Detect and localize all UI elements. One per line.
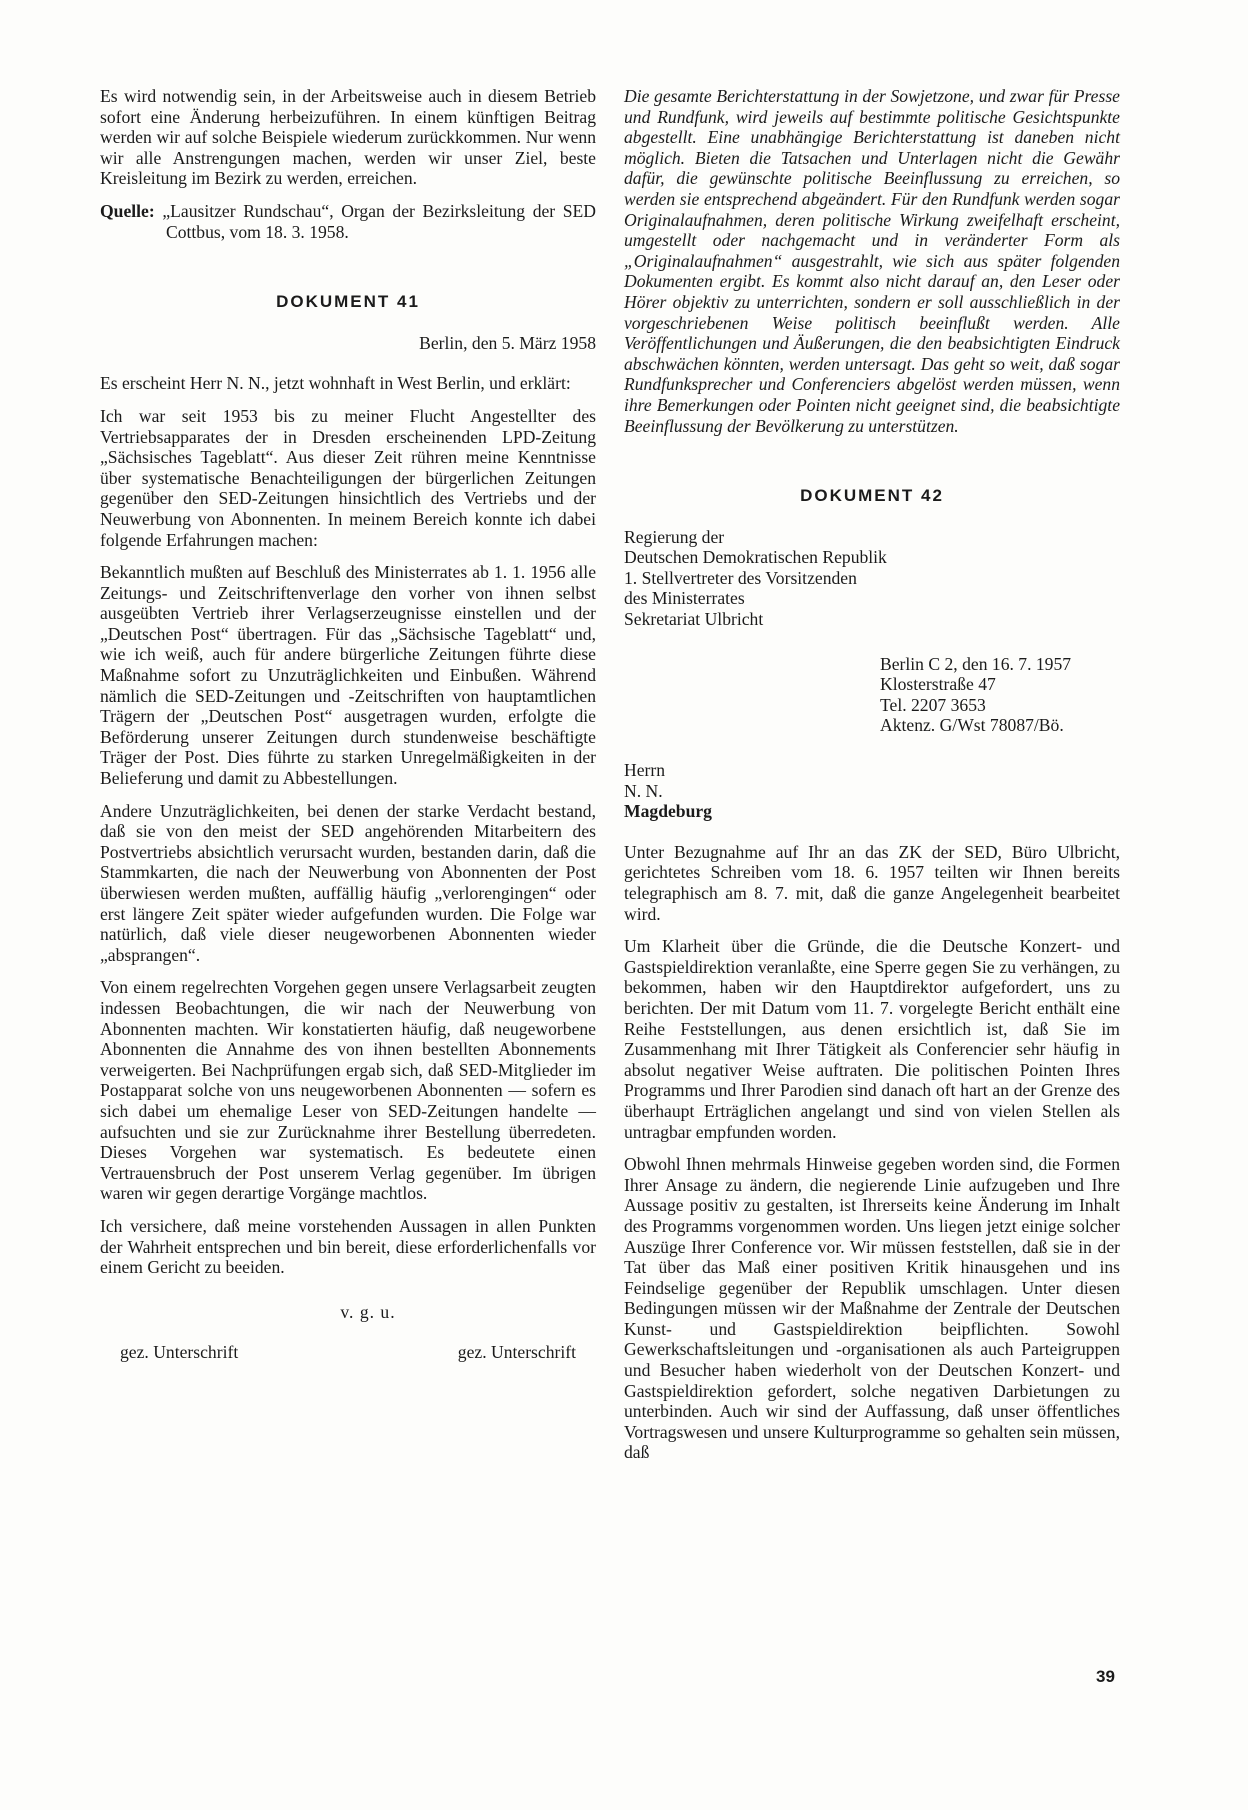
doc41-paragraph: Es erscheint Herr N. N., jetzt wohnhaft in West Berlin, und erklärt: bbox=[100, 373, 571, 394]
left-column bbox=[100, 86, 596, 1363]
doc41-signatures bbox=[100, 1342, 596, 1363]
recipient-city: Magdeburg bbox=[624, 801, 712, 822]
doc42-letterhead bbox=[624, 527, 1120, 630]
letterhead-line: des Ministerrates bbox=[624, 588, 745, 609]
doc41-paragraph: Andere Unzuträglichkeiten, bei denen der starke Verdacht bestand, daß sie von den meist der SED angehörenden Mitarbeitern des Postvertriebs absichtlich verursacht wurden, bestanden darin, daß die Stammkarten, die nach der Neuwerbung von Abonnenten der Post überwiesen werden mußten, auffällig häufig „verlorengingen“ oder erst längere Zeit später wieder aufgefunden wurden. Die Folge war natürlich, daß viele dieser neugeworbenen Abonnenten wieder „absprangen“. bbox=[100, 800, 596, 965]
italic-block bbox=[624, 86, 1120, 436]
intro-paragraph: Es wird notwendig sein, in der Arbeitsweise auch in diesem Betrieb sofort eine Änderung herbeizuführen. In einem künftigen Beitrag werden wir auf solche Beispiele wiederum zurückkommen. Nur wenn wir alle Anstrengungen machen, werden wir unser Ziel, beste Kreisleitung im Bezirk zu werden, erreichen. bbox=[100, 86, 596, 189]
doc41-closing: v. g. u. bbox=[340, 1301, 396, 1322]
recipient-salutation: Herrn bbox=[624, 760, 666, 781]
doc41-paragraph: Von einem regelrechten Vorgehen gegen unsere Verlagsarbeit zeugten indessen Beobachtungen, die wir nach der Neuwerbung von Abonnenten machten. Wir konstatierten häufig, daß neugeworbene Abonnenten die Annahme des von ihnen bestellten Abonnements verweigerten. Bei Nachprüfungen ergab sich, daß SED-Mitglieder im Postapparat solche von uns neugeworbenen Abonnenten — sofern es sich dabei um ehemalige Leser von SED-Zeitungen handelte — aufsuchten und sie zur Zurücknahme ihrer Bestellung überredeten. Dieses Vorgehen war systematisch. Es bedeutete einen Vertrauensbruch der Post unserem Verlag gegenüber. Im übrigen waren wir gegen derartige Vorgänge machtlos. bbox=[100, 977, 596, 1204]
doc41-paragraph: Ich war seit 1953 bis zu meiner Flucht Angestellter des Vertriebsapparates der in Dresden erscheinenden LPD-Zeitung „Sächsisches Tageblatt“. Aus dieser Zeit rühren meine Kenntnisse über systematische Benachteiligungen der bürgerlichen Zeitungen gegenüber den SED-Zeitungen hinsichtlich des Vertriebs und der Neuwerbung von Abonnenten. In meinem Bereich konnte ich dabei folgende Erfahrungen machen: bbox=[100, 405, 596, 550]
doc42-recipient bbox=[624, 760, 1120, 822]
contact-line: Klosterstraße 47 bbox=[880, 674, 996, 695]
page-number: 39 bbox=[1096, 1667, 1115, 1686]
source-text: „Lausitzer Rundschau“, Organ der Bezirksleitung der SED Cottbus, vom 18. 3. 1958. bbox=[162, 200, 597, 242]
doc42-contact-block bbox=[880, 654, 1120, 736]
doc42-heading: DOKUMENT 42 bbox=[800, 486, 944, 506]
letterhead-line: Regierung der bbox=[624, 526, 725, 547]
signature-right: gez. Unterschrift bbox=[457, 1342, 576, 1363]
letterhead-line: 1. Stellvertreter des Vorsitzenden bbox=[624, 567, 857, 588]
contact-line: Berlin C 2, den 16. 7. 1957 bbox=[880, 653, 1072, 674]
doc41-paragraph: Ich versichere, daß meine vorstehenden Aussagen in allen Punkten der Wahrheit entsprechen und bin bereit, diese erforderlichenfalls vor einem Gericht zu beeiden. bbox=[100, 1215, 596, 1278]
doc42-paragraph: Unter Bezugnahme auf Ihr an das ZK der SED, Büro Ulbricht, gerichtetes Schreiben vom 18. 6. 1957 teilten wir Ihnen bereits telegraphisch am 8. 7. mit, daß die ganze Angelegenheit bearbeitet wird. bbox=[624, 841, 1120, 924]
doc42-paragraph: Obwohl Ihnen mehrmals Hinweise gegeben worden sind, die Formen Ihrer Ansage zu ändern, die negierende Linie aufzugeben und Ihre Aussage positiv zu gestalten, ist Ihrerseits keine Änderung im Inhalt des Programms vorgenommen worden. Uns liegen jetzt einige solcher Auszüge Ihrer Conference vor. Wir müssen feststellen, daß sie in der Tat über das Maß einer positiven Kritik hinausgehen und ins Feindselige gegenüber der Republik umschlagen. Unter diesen Bedingungen müssen wir der Maßnahme der Zentrale der Deutschen Kunst- und Gastspieldirektion beipflichten. Sowohl Gewerkschaftsleitungen und -organisationen als auch Parteigruppen und Besucher haben wiederholt von der Deutschen Konzert- und Gastspieldirektion gefordert, solche negativen Darbietungen zu unterbinden. Auch wir sind der Auffassung, daß unser öffentliches Vortragswesen und unsere Kulturprogramme so gehalten sein müssen, daß bbox=[624, 1154, 1120, 1463]
right-column bbox=[624, 86, 1120, 1475]
doc41-place-date: Berlin, den 5. März 1958 bbox=[419, 332, 596, 353]
italic-paragraph: Die gesamte Berichterstattung in der Sowjetzone, und zwar für Presse und Rundfunk, wird jeweils auf bestimmte politische Gesichtspunkte abgestellt. Eine unabhängige Berichterstattung ist daneben nicht möglich. Bieten die Tatsachen und Unterlagen nicht die Gewähr dafür, die gewünschte politische Beeinflussung zu erreichen, so werden sie entsprechend abgeändert. Für den Rundfunk werden sogar Originalaufnahmen, deren politische Wirkung zweifelhaft erscheint, umgestellt oder nachgemacht und in veränderter Form als „Originalaufnahmen“ ausgestrahlt, wie sich aus später folgenden Dokumenten ergibt. Es kommt also nicht darauf an, den Leser oder Hörer objektiv zu unterrichten, sondern er soll ausschließlich in der vorgeschriebenen Weise politisch beeinflußt werden. Alle Veröffentlichungen und Äußerungen, die den beabsichtigten Eindruck abschwächen könnten, werden untersagt. Das geht so weit, daß sogar Rundfunksprecher und Conferenciers abgelöst werden müssen, wenn ihre Bemerkungen oder Pointen nicht geeignet sind, die beabsichtigte Beeinflussung der Bevölkerung zu unterstützen. bbox=[624, 86, 1120, 436]
letterhead-line: Sekretariat Ulbricht bbox=[624, 609, 764, 630]
doc42-paragraph: Um Klarheit über die Gründe, die die Deutsche Konzert- und Gastspieldirektion veranlaßte, eine Sperre gegen Sie zu verhängen, zu bekommen, haben wir den Hauptdirektor aufgefordert, uns zu berichten. Der mit Datum vom 11. 7. vorgelegte Bericht enthält eine Reihe Feststellungen, aus denen ersichtlich ist, daß Sie im Zusammenhang mit Ihrer Tätigkeit als Conferencier sehr häufig in absolut negativer Weise auftraten. Die politischen Pointen Ihres Programms und Ihrer Parodien sind danach oft hart an der Grenze des überhaupt Erträglichen angelangt und sind von vielen Stellen als untragbar empfunden worden. bbox=[624, 936, 1120, 1142]
letterhead-line: Deutschen Demokratischen Republik bbox=[624, 547, 887, 568]
signature-left: gez. Unterschrift bbox=[120, 1342, 239, 1363]
doc41-heading: DOKUMENT 41 bbox=[276, 292, 420, 312]
source-label: Quelle: bbox=[100, 200, 155, 221]
doc41-paragraph: Bekanntlich mußten auf Beschluß des Ministerrates ab 1. 1. 1956 alle Zeitungs- und Zeitschriftenverlage den vorher von ihnen selbst ausgeübten Vertrieb ihrer Verlagserzeugnisse einstellen und der „Deutschen Post“ übertragen. Für das „Sächsische Tageblatt“ und, wie ich weiß, auch für andere bürgerliche Zeitungen führte diese Maßnahme sofort zu Unzuträglichkeiten und Einbußen. Während nämlich die SED-Zeitungen und -Zeitschriften von hauptamtlichen Trägern der „Deutschen Post“ ausgetragen wurden, erfolgte die Beförderung unserer Zeitungen durch stundenweise beschäftigte Träger der Post. Dies führte zu starken Unregelmäßigkeiten in der Belieferung und damit zu Abbestellungen. bbox=[100, 562, 596, 789]
contact-line: Aktenz. G/Wst 78087/Bö. bbox=[880, 715, 1064, 736]
contact-line: Tel. 2207 3653 bbox=[880, 694, 986, 715]
recipient-name: N. N. bbox=[624, 780, 663, 801]
source-citation bbox=[100, 201, 596, 242]
